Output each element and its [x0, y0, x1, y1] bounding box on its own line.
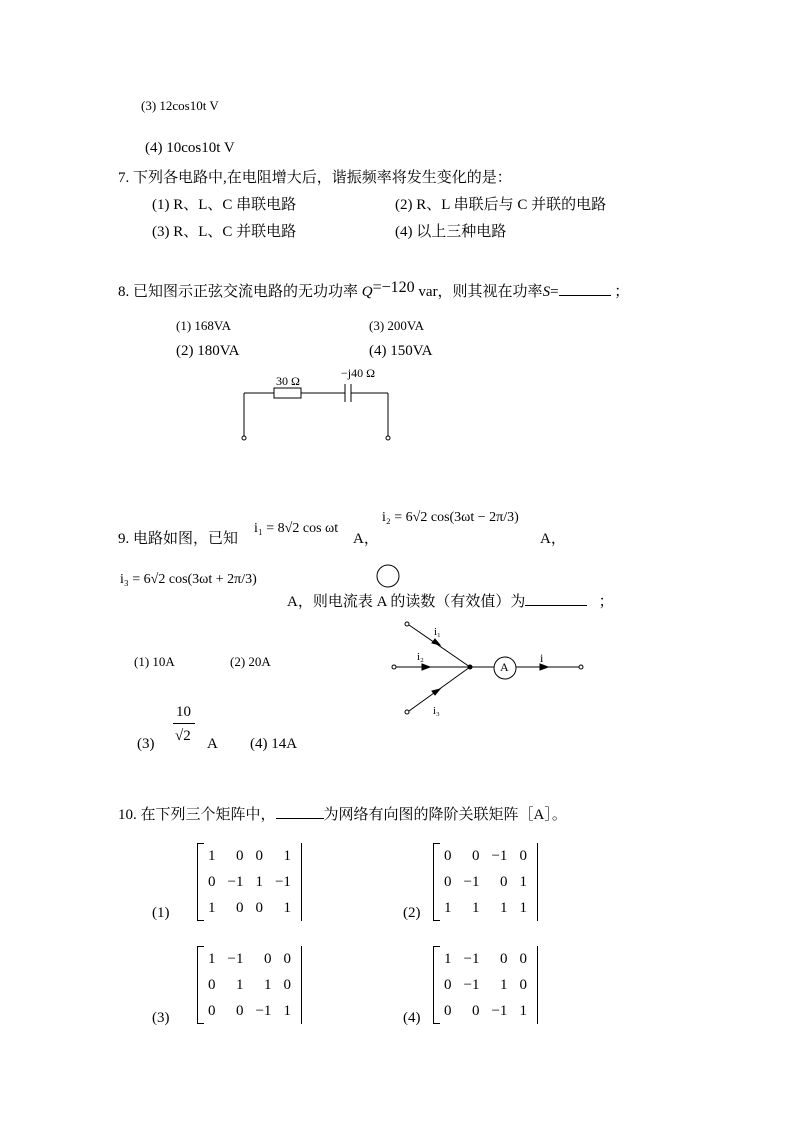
terminal-out: [579, 665, 583, 669]
matrix-row: [202, 843, 297, 869]
matrix-cell: 1: [263, 976, 272, 993]
q9-i1-expression: i₁ = 8√2 cos ωt: [254, 521, 339, 536]
q8-stem-end: ；: [614, 284, 630, 300]
q8-option-1: (1) 168VA: [176, 318, 232, 333]
matrix-cell: −1: [463, 873, 480, 890]
q8-circuit: [242, 384, 390, 440]
q9-answer-blank: [525, 605, 587, 606]
matrix-2: [433, 843, 538, 921]
terminal-i3: [405, 710, 409, 714]
matrix-cell: 0: [444, 1002, 452, 1019]
q9-option-3-unit: A: [207, 736, 218, 752]
matrix-cell: 1: [208, 899, 216, 916]
matrix-row: [202, 998, 297, 1024]
q9-option-4: (4) 14A: [250, 736, 298, 752]
matrix-cell: 0: [471, 1002, 480, 1019]
matrix-cell: 1: [499, 976, 508, 993]
matrix-cell: 0: [499, 950, 508, 967]
q9-circuit: [392, 622, 583, 714]
q8-capacitor-label: −j40 Ω: [341, 366, 376, 380]
q9-unit-a2: A，: [540, 531, 566, 547]
matrix-cell: 1: [499, 899, 508, 916]
q8-q-value: =−120: [372, 279, 415, 296]
matrix-1-table: [202, 843, 297, 921]
matrix-row: [438, 843, 533, 869]
matrix-cell: 0: [255, 899, 263, 916]
q8-option-3: (3) 200VA: [369, 318, 425, 333]
matrix-cell: −1: [227, 873, 244, 890]
resistor-symbol: [274, 388, 301, 398]
matrix-cell: 0: [263, 950, 272, 967]
q10-label-3: (3): [152, 1010, 170, 1026]
q9-stem-end: ；: [598, 594, 614, 610]
q9-option-2: (2) 20A: [230, 654, 271, 669]
terminal-i1: [405, 622, 409, 626]
q9-fig-i2: i₂: [417, 651, 424, 663]
matrix-cell: 1: [283, 899, 291, 916]
q8-stem-c: =: [550, 284, 559, 300]
matrix-2-table: [438, 843, 533, 921]
matrix-row: [438, 869, 533, 895]
matrix-cell: 1: [471, 899, 480, 916]
matrix-cell: −1: [255, 1002, 272, 1019]
matrix-row: [202, 972, 297, 998]
q8-stem-b: var，则其视在功率: [418, 284, 543, 300]
matrix-cell: 1: [235, 976, 244, 993]
terminal-left: [242, 436, 246, 440]
q9-option-1: (1) 10A: [134, 654, 175, 669]
matrix-cell: 0: [283, 950, 291, 967]
matrix-cell: 0: [283, 976, 291, 993]
q10-label-2: (2): [403, 905, 421, 921]
matrix-cell: 1: [208, 950, 216, 967]
terminal-i2: [392, 665, 396, 669]
matrix-cell: 0: [208, 1002, 216, 1019]
q6-option-4: (4) 10cos10t V: [145, 140, 235, 156]
matrix-cell: 0: [235, 847, 244, 864]
q10-stem: [118, 803, 567, 824]
q7-option-2: (2) R、L 串联后与 C 并联的电路: [395, 197, 607, 213]
matrix-cell: 0: [208, 976, 216, 993]
matrix-row: [438, 998, 533, 1024]
matrix-cell: 0: [471, 847, 480, 864]
q9-unit-a1: A，: [353, 531, 379, 547]
matrix-cell: −1: [463, 976, 480, 993]
matrix-cell: −1: [491, 847, 508, 864]
q10-stem-b: 为网络有向图的降阶关联矩阵［A］。: [323, 807, 567, 823]
q7-option-1: (1) R、L、C 串联电路: [152, 197, 297, 213]
matrix-cell: 0: [255, 847, 263, 864]
matrix-row: [438, 895, 533, 921]
matrix-cell: 1: [208, 847, 216, 864]
q9-option-3-label: (3): [137, 736, 155, 752]
q9-option-3-fraction-bar: [173, 723, 195, 724]
q10-label-1: (1): [152, 905, 170, 921]
matrix-cell: 0: [235, 1002, 244, 1019]
q9-stem-b-text: A，则电流表 A 的读数（有效值）为: [287, 594, 526, 610]
matrix-cell: 1: [519, 899, 527, 916]
matrix-cell: 0: [444, 976, 452, 993]
matrix-1: [197, 843, 302, 921]
q9-stem-b: [287, 590, 614, 611]
matrix-cell: 0: [519, 950, 527, 967]
matrix-row: [202, 895, 297, 921]
q8-option-2: (2) 180VA: [176, 343, 240, 359]
q9-i2-expression: i₂ = 6√2 cos(3ωt − 2π/3): [382, 510, 519, 525]
matrix-cell: 0: [235, 899, 244, 916]
arrow-i1: [432, 639, 440, 645]
matrix-cell: 1: [444, 950, 452, 967]
matrix-cell: −1: [491, 1002, 508, 1019]
matrix-row: [202, 946, 297, 972]
arrow-i2: [422, 664, 430, 670]
matrix-cell: −1: [463, 950, 480, 967]
matrix-row: [438, 972, 533, 998]
matrix-cell: −1: [227, 950, 244, 967]
matrix-cell: 0: [519, 976, 527, 993]
q7-option-3: (3) R、L、C 并联电路: [152, 224, 297, 240]
q8-q-symbol: Q: [361, 284, 373, 300]
matrix-cell: 0: [519, 847, 527, 864]
q8-stem-a: 8. 已知图示正弦交流电路的无功功率: [118, 284, 359, 300]
q9-option-3-numerator: 10: [176, 704, 191, 720]
matrix-row: [202, 869, 297, 895]
matrix-cell: −1: [274, 873, 291, 890]
q9-fig-i: i: [540, 651, 544, 665]
matrix-cell: 0: [208, 873, 216, 890]
matrix-4: [433, 946, 538, 1024]
q9-option-3-denominator: √2: [175, 728, 191, 744]
matrix-3: [197, 946, 302, 1024]
q7-option-4: (4) 以上三种电路: [395, 224, 507, 240]
matrix-cell: 1: [519, 873, 527, 890]
matrix-cell: 0: [499, 873, 508, 890]
q7-stem: 7. 下列各电路中,在电阻增大后，谐振频率将发生变化的是：: [118, 170, 512, 186]
q8-resistor-label: 30 Ω: [276, 374, 300, 388]
q10-stem-a: 10. 在下列三个矩阵中，: [118, 807, 276, 823]
matrix-cell: 1: [283, 847, 291, 864]
q8-s-symbol: S: [542, 284, 551, 300]
matrix-4-table: [438, 946, 533, 1024]
matrix-cell: 0: [444, 847, 452, 864]
q10-label-4: (4): [403, 1010, 421, 1026]
q10-answer-blank: [276, 818, 324, 819]
q9-fig-i3: i₃: [433, 705, 440, 717]
q8-option-4: (4) 150VA: [369, 343, 433, 359]
q9-fig-i1: i₁: [434, 626, 441, 638]
q9-ammeter-symbol-inline: [377, 565, 399, 587]
matrix-cell: 0: [444, 873, 452, 890]
terminal-right: [386, 436, 390, 440]
q9-stem-a: 9. 电路如图，已知: [118, 531, 239, 547]
matrix-cell: 1: [519, 1002, 527, 1019]
matrix-cell: 1: [255, 873, 263, 890]
matrix-row: [438, 946, 533, 972]
matrix-3-table: [202, 946, 297, 1024]
q9-i3-expression: i₃ = 6√2 cos(3ωt + 2π/3): [120, 572, 257, 587]
junction-node: [468, 665, 472, 669]
q9-fig-ammeter-label: A: [500, 660, 509, 674]
q6-option-3: (3) 12cos10t V: [141, 98, 219, 113]
matrix-cell: 1: [444, 899, 452, 916]
matrix-cell: 1: [283, 1002, 291, 1019]
